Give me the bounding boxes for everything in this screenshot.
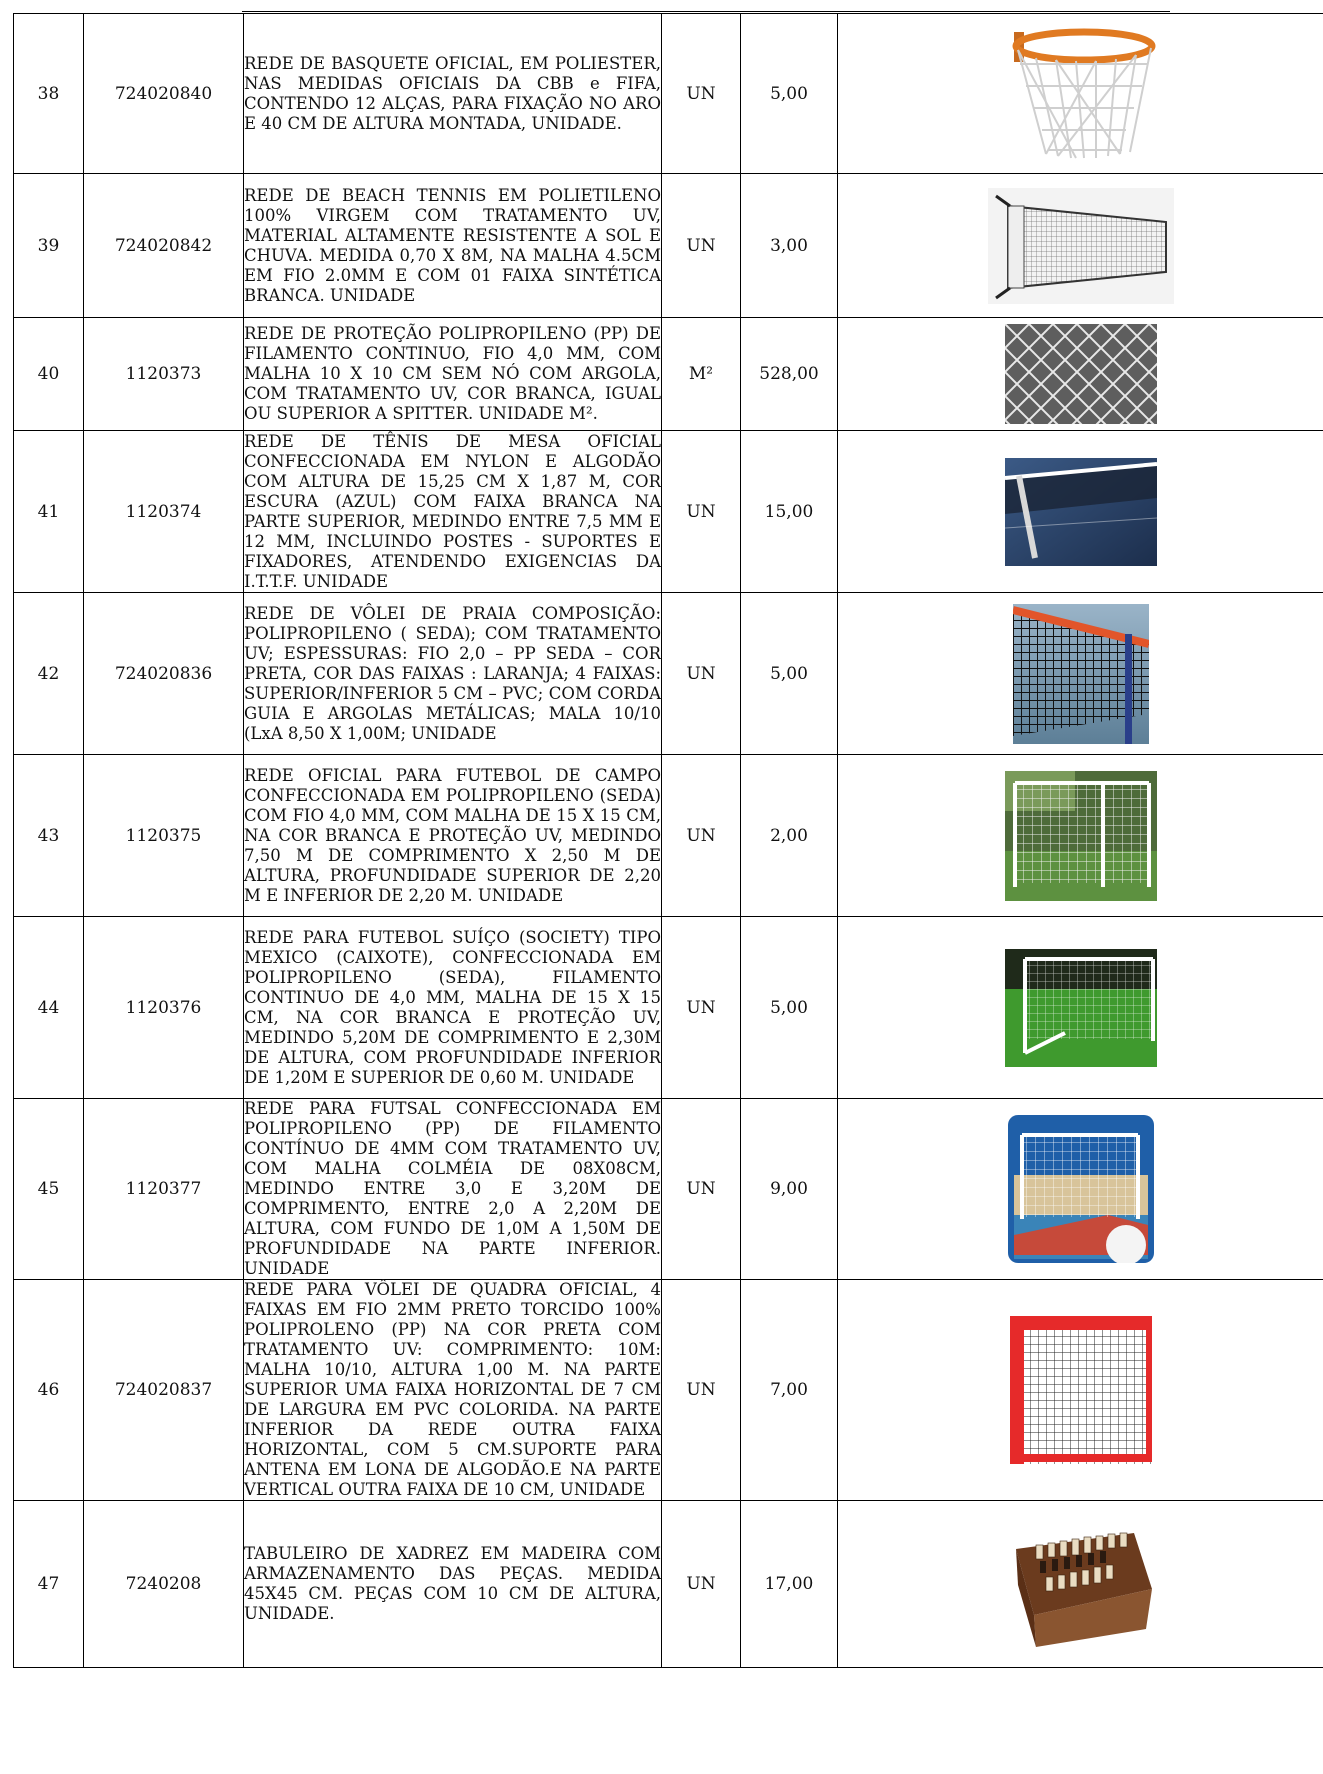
item-quantity: 5,00 [741, 14, 838, 174]
soccer-goal-net-image [1005, 771, 1157, 901]
item-quantity: 3,00 [741, 174, 838, 318]
society-goal-net-image [1005, 949, 1157, 1067]
item-description: REDE DE VÔLEI DE PRAIA COMPOSIÇÃO: POLIPROPILENO ( SEDA); COM TRATAMENTO UV; ESPESSURAS: FIO 2,0 – PP SEDA – COR PRETA, COR DAS FAIXAS : LARANJA; 4 FAIXAS: SUPERIOR/INFERIOR 5 CM – PVC; COM CORDA GUIA E ARGOLAS METÁLICAS; MALA 10/10 (LxA 8,50 X 1,00M; UNIDADE [244, 593, 662, 755]
item-number: 45 [14, 1099, 84, 1280]
table-row [14, 174, 1323, 318]
item-number: 46 [14, 1280, 84, 1501]
item-description: REDE DE BASQUETE OFICIAL, EM POLIESTER, NAS MEDIDAS OFICIAIS DA CBB e FIFA, CONTENDO 12 ALÇAS, PARA FIXAÇÃO NO ARO E 40 CM DE ALTURA MONTADA, UNIDADE. [244, 14, 662, 174]
table-row [14, 318, 1323, 431]
table-row [14, 14, 1323, 174]
item-quantity: 15,00 [741, 431, 838, 593]
table-row [14, 755, 1323, 917]
items-table [13, 13, 1323, 1668]
item-quantity: 5,00 [741, 593, 838, 755]
item-quantity: 7,00 [741, 1280, 838, 1501]
item-code: 1120376 [84, 917, 244, 1099]
item-description: REDE PARA FUTEBOL SUÍÇO (SOCIETY) TIPO MEXICO (CAIXOTE), CONFECCIONADA EM POLIPROPILENO (SEDA), FILAMENTO CONTINUO DE 4,0 MM, MALHA DE 15 X 15 CM, NA COR BRANCA E PROTEÇÃO UV, MEDINDO 5,20M DE COMPRIMENTO E 2,30M DE ALTURA, COM PROFUNDIDADE INFERIOR DE 1,20M E SUPERIOR DE 0,60 M. UNIDADE [244, 917, 662, 1099]
item-code: 1120374 [84, 431, 244, 593]
table-row [14, 593, 1323, 755]
item-description: REDE PARA VÔLEI DE QUADRA OFICIAL, 4 FAIXAS EM FIO 2MM PRETO TORCIDO 100% POLIPROLENO (PP) NA COR PRETA COM TRATAMENTO UV: COMPRIMENTO: 10M: MALHA 10/10, ALTURA 1,00 M. NA PARTE SUPERIOR UMA FAIXA HORIZONTAL DE 7 CM DE LARGURA EM PVC COLORIDA. NA PARTE INFERIOR DA REDE OUTRA FAIXA HORIZONTAL, COM 5 CM.SUPORTE PARA ANTENA EM LONA DE ALGODÃO.E NA PARTE VERTICAL OUTRA FAIXA DE 10 CM, UNIDADE [244, 1280, 661, 1499]
item-quantity: 9,00 [741, 1099, 838, 1280]
item-unit: M² [662, 318, 741, 431]
item-number: 38 [14, 14, 84, 174]
table-row [14, 1501, 1323, 1668]
item-unit: UN [662, 431, 741, 593]
table-row [14, 1280, 1323, 1501]
item-image-cell [838, 318, 1323, 431]
item-description: TABULEIRO DE XADREZ EM MADEIRA COM ARMAZENAMENTO DAS PEÇAS. MEDIDA 45X45 CM. PEÇAS COM 10 CM DE ALTURA, UNIDADE. [244, 1501, 662, 1668]
item-image-cell [838, 431, 1323, 593]
top-rule [242, 11, 1170, 12]
item-code: 724020840 [84, 14, 244, 174]
beach-tennis-net-image [986, 186, 1176, 306]
item-unit: UN [662, 917, 741, 1099]
item-description: REDE PARA FUTSAL CONFECCIONADA EM POLIPROPILENO (PP) DE FILAMENTO CONTÍNUO DE 4MM COM TRATAMENTO UV, COM MALHA COLMÉIA DE 08X08CM, MEDINDO ENTRE 3,0 E 3,20M DE COMPRIMENTO, ENTRE 2,0 A 2,20M DE ALTURA, COM FUNDO DE 1,0M A 1,50M DE PROFUNDIDADE NA PARTE INFERIOR. UNIDADE [244, 1099, 661, 1278]
item-description: REDE DE PROTEÇÃO POLIPROPILENO (PP) DE FILAMENTO CONTINUO, FIO 4,0 MM, COM MALHA 10 X 10 CM SEM NÓ COM ARGOLA, COM TRATAMENTO UV, COR BRANCA, IGUAL OU SUPERIOR A SPITTER. UNIDADE M². [244, 318, 662, 431]
item-number: 41 [14, 431, 84, 593]
item-number: 47 [14, 1501, 84, 1668]
item-code: 1120377 [84, 1099, 244, 1280]
item-quantity: 2,00 [741, 755, 838, 917]
item-number: 39 [14, 174, 84, 318]
item-description: REDE DE BEACH TENNIS EM POLIETILENO 100% VIRGEM COM TRATAMENTO UV, MATERIAL ALTAMENTE RESISTENTE A SOL E CHUVA. MEDIDA 0,70 X 8M, NA MALHA 4.5CM EM FIO 2.0MM E COM 01 FAIXA SINTÉTICA BRANCA. UNIDADE [244, 174, 662, 318]
protection-net-image [1005, 324, 1157, 424]
table-row [14, 917, 1323, 1099]
item-image-cell [838, 755, 1323, 917]
item-code: 724020842 [84, 174, 244, 318]
volleyball-net-image [1006, 1312, 1156, 1468]
item-unit: UN [662, 1280, 741, 1501]
item-image-cell [838, 14, 1323, 174]
item-unit: UN [662, 755, 741, 917]
item-image-cell [838, 174, 1323, 318]
item-unit: UN [662, 1099, 741, 1280]
item-code: 7240208 [84, 1501, 244, 1668]
item-image-cell [838, 593, 1323, 755]
item-code: 724020836 [84, 593, 244, 755]
item-quantity: 17,00 [741, 1501, 838, 1668]
item-number: 42 [14, 593, 84, 755]
item-number: 43 [14, 755, 84, 917]
item-number: 40 [14, 318, 84, 431]
item-unit: UN [662, 174, 741, 318]
item-unit: UN [662, 1501, 741, 1668]
basketball-net-image [996, 24, 1166, 164]
item-image-cell [838, 917, 1323, 1099]
table-tennis-net-image [1005, 458, 1157, 566]
item-image-cell [838, 1280, 1323, 1501]
item-unit: UN [662, 593, 741, 755]
item-code: 1120373 [84, 318, 244, 431]
item-image-cell [838, 1501, 1323, 1668]
table-row [14, 1099, 1323, 1280]
item-unit: UN [662, 14, 741, 174]
item-quantity: 5,00 [741, 917, 838, 1099]
item-description: REDE DE TÊNIS DE MESA OFICIAL CONFECCIONADA EM NYLON E ALGODÃO COM ALTURA DE 15,25 CM X 1,87 M, COR ESCURA (AZUL) COM FAIXA BRANCA NA PARTE SUPERIOR, MEDINDO ENTRE 7,5 MM E 12 MM, INCLUINDO POSTES - SUPORTES E FIXADORES, ATENDENDO EXIGENCIAS DA I.T.T.F. UNIDADE [244, 431, 661, 591]
futsal-goal-net-image [1008, 1115, 1154, 1263]
table-row [14, 431, 1323, 593]
chess-board-image [1006, 1519, 1156, 1649]
item-quantity: 528,00 [741, 318, 838, 431]
item-code: 1120375 [84, 755, 244, 917]
item-description: REDE OFICIAL PARA FUTEBOL DE CAMPO CONFECCIONADA EM POLIPROPILENO (SEDA) COM FIO 4,0 MM, COM MALHA DE 15 X 15 CM, NA COR BRANCA E PROTEÇÃO UV, MEDINDO 7,50 M DE COMPRIMENTO X 2,50 M DE ALTURA, PROFUNDIDADE SUPERIOR DE 2,20 M E INFERIOR DE 2,20 M. UNIDADE [244, 755, 662, 917]
item-number: 44 [14, 917, 84, 1099]
item-image-cell [838, 1099, 1323, 1280]
beach-volleyball-net-image [1013, 604, 1149, 744]
item-code: 724020837 [84, 1280, 244, 1501]
